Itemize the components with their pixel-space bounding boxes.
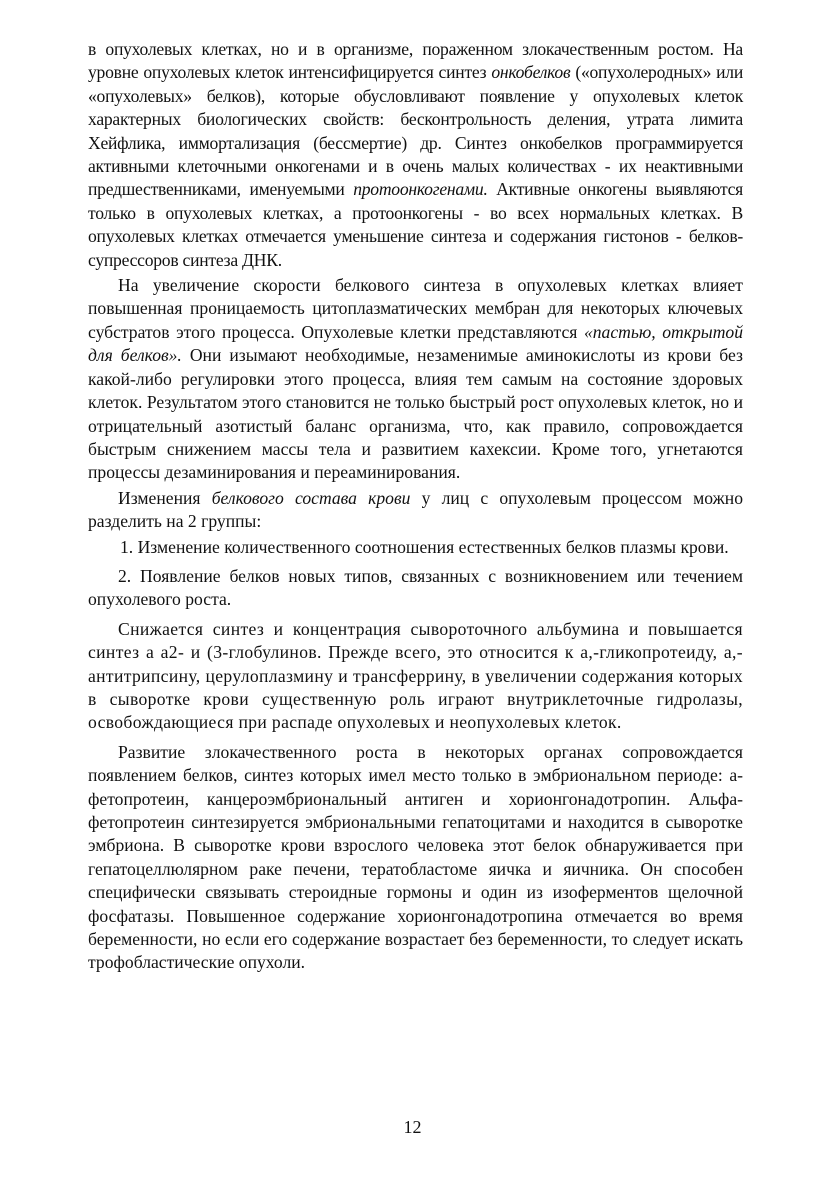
text-run: На увеличение скорости белкового синтеза в опухолевых клетках влияет повышенная проницаемость цитоплазматических мембран для некоторых ключевых субстратов этого процесса. Опухолевые клетки представляются [88,275,743,342]
paragraph-blood-protein-changes [88,487,743,534]
paragraph-protein-synthesis [88,274,743,485]
text-run: в опухолевых клетках, но и в организме, пораженном злокачественным ростом. На уровне опухолевых клеток интенсифицируется синтез [88,39,743,83]
paragraph-oncoproteins [88,38,743,272]
italic-quote: «пастью, открытой для белков». [88,321,743,366]
text-run: Они изымают необходимые, незаменимые аминокислоты из крови без какой-либо регулировки этого процесса, влияя тем самым на состояние здоровых клеток. Результатом этого становится не только быстрый рост опухолевых клеток, но и отрицательный азотистый баланс организма, что, как правило, сопровождается быстрым снижением массы тела и развитием кахексии. Кроме того, угнетаются процессы дезаминирования и переаминирования. [88,345,743,483]
italic-term-oncoproteins: онкобелков [491,62,571,83]
text-run: («опухолеродных» или «опухолевых» белков), которые обусловливают появление у опухолевых клеток характерных биологических свойств: бесконтрольность деления, утрата лимита Хейфлика, иммортализация (бессмертие) др. Синтез онкобелков программируется активными клеточными онкогенами и в очень малых количествах - их неактивными предшественниками, именуемыми [88,62,743,200]
italic-term-blood-composition: белкового состава крови [211,487,411,508]
text-run: Активные онкогены выявляются только в опухолевых клетках, а протоонкогены - во всех нормальных клетках. В опухолевых клетках отмечается уменьшение синтеза и содержания гистонов - белков-супрессоров синтеза ДНК. [88,179,743,270]
paragraph-embryonic-proteins: Развитие злокачественного роста в некоторых органах сопровождается появлением белков, синтез которых имел место только в эмбриональном периоде: а-фетопротеин, канцероэмбриональный антиген и хорионгонадотропин. Альфа-фетопротеин синтезируется эмбриональными гепатоцитами и находится в сыворотке эмбриона. В сыворотке крови взрослого человека этот белок обнаруживается при гепатоцеллюлярном раке печени, тератобластоме яичка и яичника. Он способен специфически связывать стероидные гормоны и один из изоферментов щелочной фосфатазы. Повышенное содержание хорионгонадотропина отмечается во время беременности, но если его содержание возрастает без беременности, то следует искать трофобластические опухоли. [88,741,743,973]
text-run: Изменения [118,487,212,508]
italic-term-protooncogenes: протоонкогенами. [353,179,488,200]
page-number: 12 [403,1117,422,1137]
text-run: у лиц с опухолевым процессом можно разделить на 2 группы: [88,487,743,532]
list-item-2: 2. Появление белков новых типов, связанных с возникновением или течением опухолевого роста. [88,565,743,610]
list-item-1: 1. Изменение количественного соотношения естественных белков плазмы крови. [120,536,729,557]
paragraph-albumin: Снижается синтез и концентрация сывороточного альбумина и повышается синтез а а2- и (3-глобулинов. Прежде всего, это относится к а,-гликопротеиду, а,-антитрипсину, церулоплазмину и трансферрину, в увеличении содержания которых в сыворотке крови существенную роль играют внутриклеточные гидролазы, освобождающиеся при распаде опухолевых и неопухолевых клеток. [88,618,743,733]
page-body [88,38,743,975]
